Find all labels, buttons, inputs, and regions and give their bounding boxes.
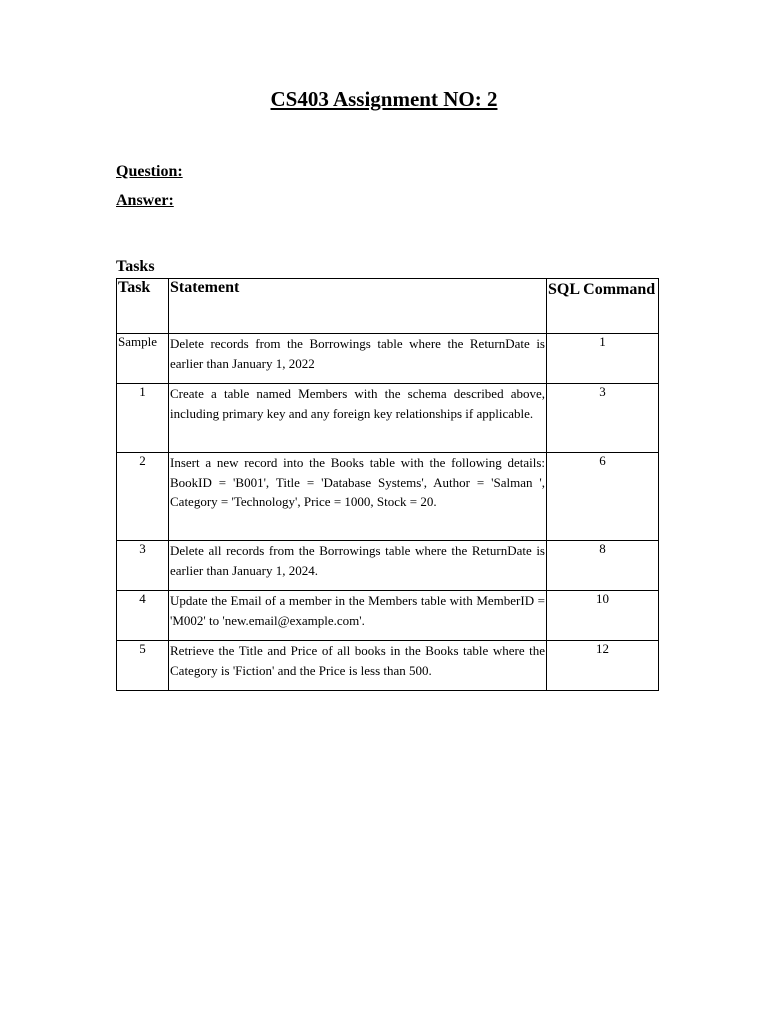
task-cell: 3 xyxy=(117,541,169,591)
header-task: Task xyxy=(117,279,169,334)
sql-command-cell: 12 xyxy=(547,641,659,691)
table-row xyxy=(117,384,659,453)
header-statement: Statement xyxy=(169,279,547,334)
table-row xyxy=(117,334,659,384)
statement-cell: Update the Email of a member in the Members table with MemberID = 'M002' to 'new.email@example.com'. xyxy=(169,591,547,641)
task-cell: 1 xyxy=(117,384,169,453)
task-cell: 2 xyxy=(117,453,169,541)
table-row xyxy=(117,641,659,691)
header-sql-command: SQL Command xyxy=(547,279,659,334)
tasks-heading: Tasks xyxy=(116,258,155,275)
sql-command-cell: 6 xyxy=(547,453,659,541)
answer-label: Answer: xyxy=(116,192,174,209)
statement-cell: Create a table named Members with the schema described above, including primary key and any foreign key relationships if applicable. xyxy=(169,384,547,453)
sql-command-cell: 10 xyxy=(547,591,659,641)
sql-command-cell: 8 xyxy=(547,541,659,591)
task-cell: Sample xyxy=(117,334,169,384)
document-title: CS403 Assignment NO: 2 xyxy=(270,87,498,111)
task-cell: 5 xyxy=(117,641,169,691)
table-row xyxy=(117,591,659,641)
table-row xyxy=(117,453,659,541)
statement-cell: Retrieve the Title and Price of all books in the Books table where the Category is 'Fiction' and the Price is less than 500. xyxy=(169,641,547,691)
task-cell: 4 xyxy=(117,591,169,641)
question-label: Question: xyxy=(116,163,183,180)
statement-cell: Delete records from the Borrowings table where the ReturnDate is earlier than January 1, 2022 xyxy=(169,334,547,384)
tasks-table xyxy=(116,278,659,691)
sql-command-cell: 1 xyxy=(547,334,659,384)
table-row xyxy=(117,541,659,591)
sql-command-cell: 3 xyxy=(547,384,659,453)
table-header-row xyxy=(117,279,659,334)
statement-cell: Insert a new record into the Books table with the following details: BookID = 'B001', Title = 'Database Systems', Author = 'Salman ', Category = 'Technology', Price = 1000, Stock = 20. xyxy=(169,453,547,541)
statement-cell: Delete all records from the Borrowings table where the ReturnDate is earlier than January 1, 2024. xyxy=(169,541,547,591)
